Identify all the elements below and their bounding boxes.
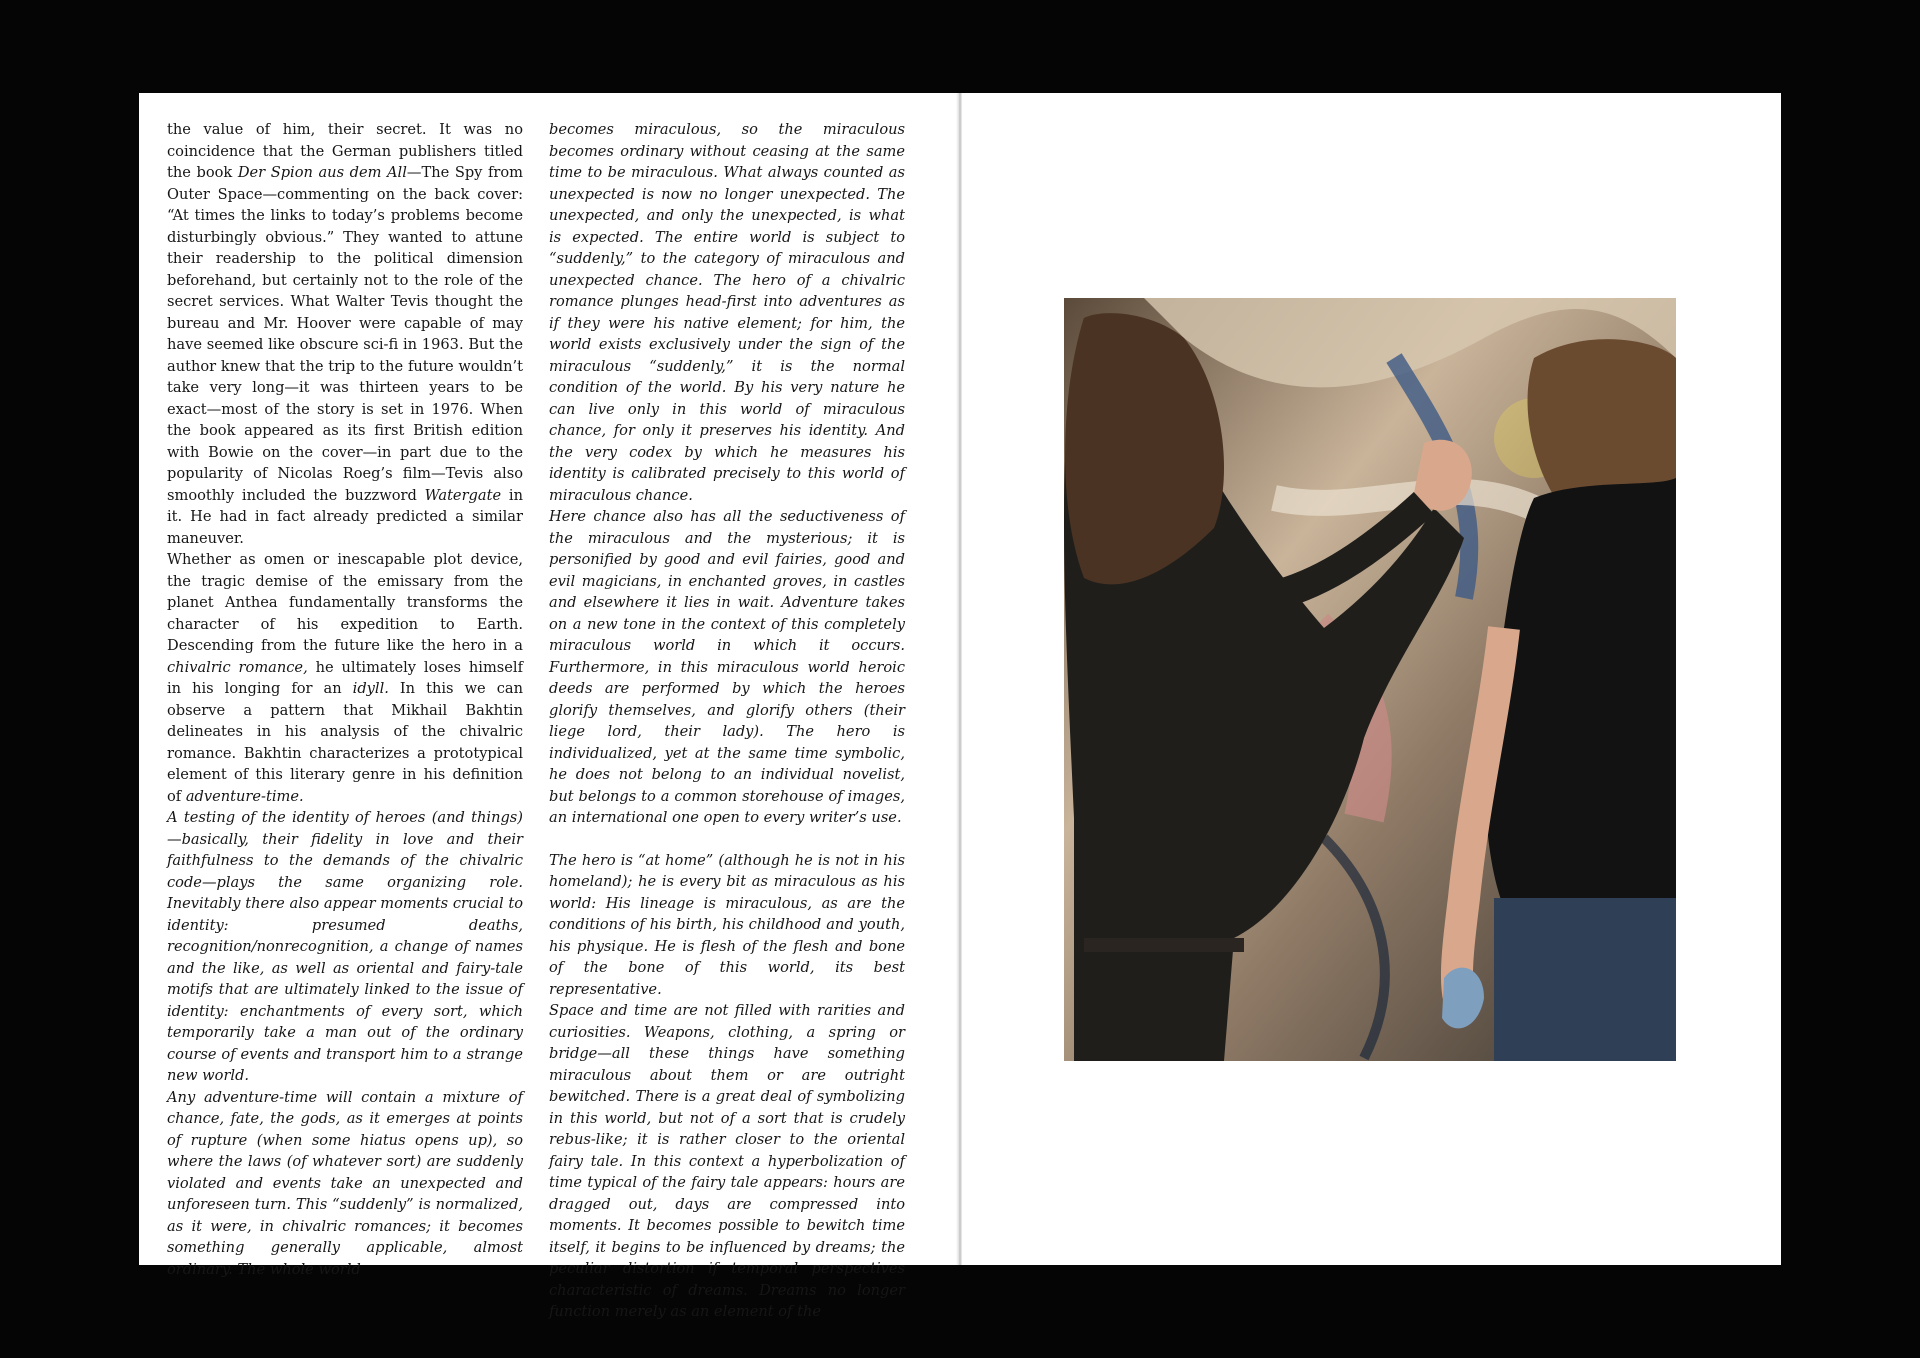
text-column-left xyxy=(167,119,523,1280)
quote-paragraph-2: Any adventure-time will contain a mixture of chance, fate, the gods, as it emerges at points of rupture (when some hiatus opens up), so where the laws (of whatever sort) are suddenly violated and events take an unexpected and unforeseen turn. This “suddenly” is normalized, as it were, in chivalric romances; it becomes something generally applicable, almost ordinary. The whole world xyxy=(167,1088,523,1278)
quote-paragraph-4: Here chance also has all the seductiveness of the miraculous and the mysterious; it is personified by good and evil fairies, good and evil magicians, in enchanted groves, in castles and elsewhere it lies in wait. Adventure takes on a new tone in the context of this completely miraculous world in which it occurs. Furthermore, in this miraculous world heroic deeds are performed by which the heroes glorify themselves, and glorify others (their liege lord, their lady). The hero is individualized, yet at the same time symbolic, he does not belong to an individual novelist, but belongs to a common storehouse of images, an international one open to every writer’s use. xyxy=(549,508,905,826)
quote-paragraph-3: becomes miraculous, so the miraculous becomes ordinary without ceasing at the same time to be miraculous. What always counted as unexpected is now no longer unexpected. The unexpected, and only the unexpected, is what is expected. The entire world is subject to “suddenly,” to the category of miraculous and unexpected chance. The hero of a chivalric romance plunges head-first into adventures as if they were his native element; for him, the world exists exclusively under the sign of the miraculous “suddenly,” it is the normal condition of the world. By his very nature he can live only in this world of miraculous chance, for only it preserves his identity. And the very codex by which he measures his identity is calibrated precisely to this world of miraculous chance. xyxy=(549,121,905,504)
body-paragraph-2: Whether as omen or inescapable plot device, the tragic demise of the emissary from the planet Anthea fundamentally transforms the character of his expedition to Earth. Descending from the future like the hero in a chivalric romance, he ultimately loses himself in his longing for an idyll. In this we can observe a pattern that Mikhail Bakhtin delineates in his analysis of the chivalric romance. Bakhtin characterizes a prototypical element of this literary genre in his definition of adventure-time. xyxy=(167,551,524,805)
photograph xyxy=(1064,298,1676,1061)
quote-paragraph-6: Space and time are not filled with rarities and curiosities. Weapons, clothing, a spring or bridge—all these things have something miraculous about them or are outright bewitched. There is a great deal of symbolizing in this world, but not of a sort that is crudely rebus-like; it is rather closer to the oriental fairy tale. In this context a hyperbolization of time typical of the fairy tale appears: hours are dragged out, days are compressed into moments. It becomes possible to bewitch time itself, it begins to be influenced by dreams; the peculiar distortion if temporal perspectives characteristic of dreams. Dreams no longer function merely as an element of the xyxy=(549,1002,905,1320)
text-column-right xyxy=(549,119,905,1323)
photograph-icon xyxy=(1064,298,1676,1061)
book-title-italic: Der Spion aus dem All xyxy=(237,164,407,181)
paragraph-gap xyxy=(549,829,905,850)
quote-paragraph-1: A testing of the identity of heroes (and things)—basically, their fidelity in love and their faithfulness to the demands of the chivalric code—plays the same organizing role. Inevitably there also appear moments crucial to identity: presumed deaths, recognition/nonrecognition, a change of names and the like, as well as oriental and fairy-tale motifs that are ultimately linked to the issue of identity: enchantments of every sort, which temporarily take a man out of the ordinary course of events and transport him to a strange new world. xyxy=(167,809,523,1084)
right-page xyxy=(962,93,1781,1265)
buzzword-italic: Watergate xyxy=(424,486,502,504)
left-page xyxy=(139,93,958,1320)
body-paragraph-1: the value of him, their secret. It was no coincidence that the German publishers titled the book Der Spion aus dem All—The Spy from Outer Space—commenting on the back cover: “At times the links to today’s problems become disturbingly obvious.” They wanted to attune their readership to the political dimension beforehand, but certainly not to the role of the secret services. What Walter Tevis thought the bureau and Mr. Hoover were capable of may have seemed like obscure sci-fi in 1963. But the author knew that the trip to the future wouldn’t take very long—it was thirteen years to be exact—most of the story is set in 1976. When the book appeared as its first British edition with Bowie on the cover—in part due to the popularity of Nicolas Roeg’s film—Tevis also smoothly included the buzzword Watergate in it. He had in fact already predicted a similar maneuver. xyxy=(167,121,524,547)
quote-paragraph-5: The hero is “at home” (although he is not in his homeland); he is every bit as miraculous as his world: His lineage is miraculous, as are the conditions of his birth, his childhood and youth, his physique. He is flesh of the flesh and bone of the bone of this world, its best representative. xyxy=(549,851,905,998)
